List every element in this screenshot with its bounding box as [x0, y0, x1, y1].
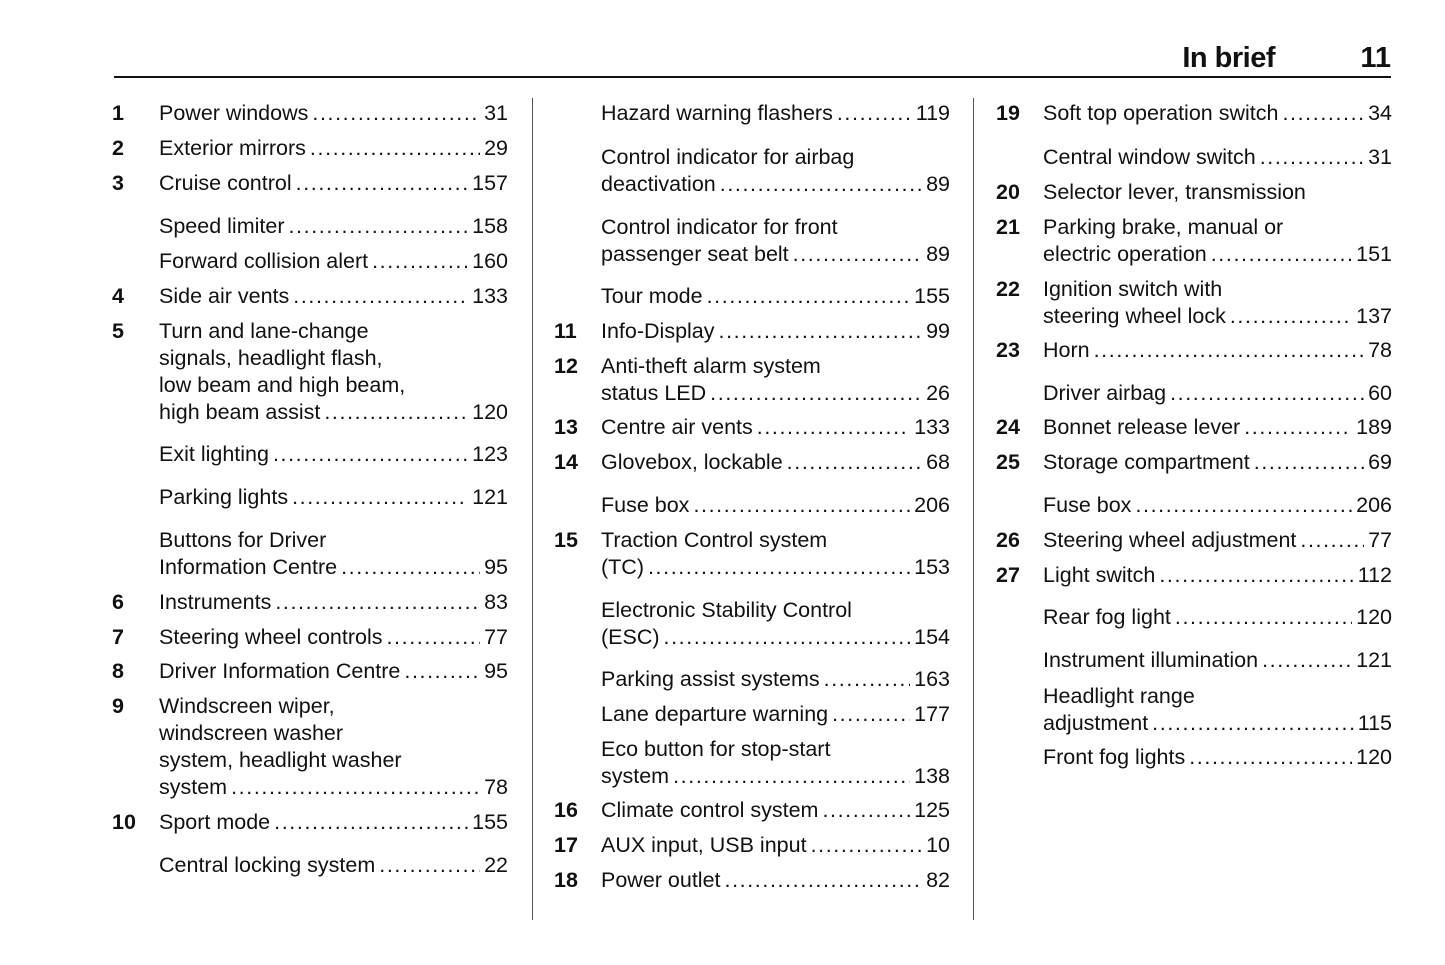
dot-leader: [1300, 527, 1364, 554]
entry-page-number: 119: [915, 101, 950, 125]
entry-label: steering wheel lock: [1043, 304, 1226, 328]
entry-leader-line: [1043, 414, 1392, 441]
column-divider: [532, 98, 533, 920]
entry-label: passenger seat belt: [601, 242, 789, 266]
entry-label: Driver Information Centre: [159, 659, 401, 683]
entry-leader-line: [601, 701, 950, 728]
dot-leader: [720, 171, 922, 198]
page-number: 11: [1360, 42, 1391, 74]
entry-label: Light switch: [1043, 563, 1156, 587]
entry-leader-line: [601, 624, 950, 651]
entry-leader-line: [601, 283, 950, 310]
entry-label: AUX input, USB input: [601, 833, 807, 857]
dot-leader: [811, 832, 923, 859]
dot-leader: [312, 100, 480, 127]
entry-page-number: 83: [484, 590, 508, 614]
dot-leader: [1260, 144, 1364, 171]
entry-label: status LED: [601, 381, 707, 405]
entry-label: (TC): [601, 555, 644, 579]
entry-page-number: 112: [1357, 563, 1392, 587]
entry-page-number: 95: [484, 659, 508, 683]
dot-leader: [693, 492, 910, 519]
entry-label: Tour mode: [601, 284, 703, 308]
entry-leader-line: [1043, 100, 1392, 127]
entry-leader-line: [159, 170, 508, 197]
entry-label: Power outlet: [601, 868, 721, 892]
entry-label: high beam assist: [159, 400, 321, 424]
entry-page-number: 133: [472, 284, 508, 308]
entry-page-number: 78: [484, 775, 508, 799]
entry-leader-line: [601, 449, 950, 476]
entry-leader-line: [159, 774, 508, 801]
entry-text-line: Turn and lane-change: [159, 319, 369, 343]
entry-leader-line: [1043, 144, 1392, 171]
entry-text-line: Headlight range: [1043, 684, 1195, 708]
entry-leader-line: [159, 554, 508, 581]
item-number: 4: [112, 284, 124, 308]
entry-page-number: 153: [914, 555, 950, 579]
entry-leader-line: [1043, 527, 1392, 554]
item-number: 6: [112, 590, 124, 614]
entry-text-line: Ignition switch with: [1043, 277, 1223, 301]
dot-leader: [710, 380, 922, 407]
dot-leader: [288, 213, 468, 240]
dot-leader: [273, 441, 468, 468]
page-header: [114, 40, 1391, 78]
entry-leader-line: [159, 484, 508, 511]
item-number: 23: [996, 338, 1020, 362]
dot-leader: [292, 484, 468, 511]
entry-label: (ESC): [601, 625, 660, 649]
column-divider: [973, 98, 974, 920]
dot-leader: [379, 852, 480, 879]
item-number: 3: [112, 171, 124, 195]
dot-leader: [793, 241, 922, 268]
entry-text-line: Control indicator for airbag: [601, 145, 855, 169]
entry-label: Forward collision alert: [159, 249, 369, 273]
entry-label: Central window switch: [1043, 145, 1256, 169]
entry-leader-line: [601, 763, 950, 790]
entry-leader-line: [159, 399, 508, 426]
item-number: 15: [554, 528, 578, 552]
entry-text-line: signals, headlight flash,: [159, 346, 383, 370]
dot-leader: [725, 867, 923, 894]
entry-leader-line: [601, 380, 950, 407]
item-number: 21: [996, 215, 1020, 239]
item-number: 25: [996, 450, 1020, 474]
dot-leader: [664, 624, 911, 651]
entry-page-number: 163: [914, 667, 950, 691]
entry-label: Central locking system: [159, 853, 376, 877]
entry-label: system: [601, 764, 670, 788]
entry-text-line: Buttons for Driver: [159, 528, 327, 552]
dot-leader: [1282, 100, 1364, 127]
dot-leader: [1175, 604, 1352, 631]
entry-label: Parking lights: [159, 485, 289, 509]
entry-page-number: 206: [1356, 493, 1392, 517]
entry-text-line: Control indicator for front: [601, 215, 838, 239]
entry-label: Power windows: [159, 101, 309, 125]
entry-text-line: Selector lever, transmission: [1043, 180, 1306, 204]
entry-label: Soft top operation switch: [1043, 101, 1279, 125]
entry-label: Horn: [1043, 338, 1090, 362]
dot-leader: [1211, 241, 1352, 268]
dot-leader: [275, 589, 480, 616]
entry-page-number: 10: [926, 833, 950, 857]
entry-text-line: Windscreen wiper,: [159, 694, 335, 718]
entry-text-line: Anti-theft alarm system: [601, 354, 821, 378]
entry-page-number: 29: [484, 136, 508, 160]
item-number: 14: [554, 450, 578, 474]
entry-page-number: 89: [926, 172, 950, 196]
entry-text-line: low beam and high beam,: [159, 373, 406, 397]
entry-label: Sport mode: [159, 810, 271, 834]
entry-leader-line: [1043, 380, 1392, 407]
entry-page-number: 95: [484, 555, 508, 579]
entry-label: Speed limiter: [159, 214, 285, 238]
dot-leader: [404, 658, 480, 685]
entry-page-number: 154: [914, 625, 950, 649]
item-number: 26: [996, 528, 1020, 552]
dot-leader: [824, 666, 910, 693]
entry-page-number: 155: [914, 284, 950, 308]
dot-leader: [274, 809, 468, 836]
entry-leader-line: [1043, 337, 1392, 364]
entry-label: Info-Display: [601, 319, 715, 343]
entry-leader-line: [159, 213, 508, 240]
dot-leader: [822, 797, 910, 824]
entry-page-number: 121: [472, 485, 508, 509]
dot-leader: [1094, 337, 1364, 364]
entry-leader-line: [1043, 449, 1392, 476]
item-number: 12: [554, 354, 578, 378]
entry-page-number: 206: [914, 493, 950, 517]
item-number: 1: [112, 101, 124, 125]
entry-text-line: Eco button for stop-start: [601, 737, 831, 761]
entry-label: electric operation: [1043, 242, 1207, 266]
entry-leader-line: [1043, 492, 1392, 519]
item-number: 22: [996, 277, 1020, 301]
entry-page-number: 77: [1368, 528, 1392, 552]
entry-leader-line: [601, 241, 950, 268]
entry-page-number: 121: [1356, 648, 1392, 672]
entry-page-number: 120: [472, 400, 508, 424]
dot-leader: [757, 414, 910, 441]
entry-leader-line: [601, 666, 950, 693]
item-number: 19: [996, 101, 1020, 125]
entry-leader-line: [601, 554, 950, 581]
dot-leader: [1254, 449, 1364, 476]
entry-label: Exit lighting: [159, 442, 269, 466]
dot-leader: [1244, 414, 1352, 441]
dot-leader: [673, 763, 910, 790]
entry-label: Rear fog light: [1043, 605, 1171, 629]
dot-leader: [231, 774, 480, 801]
entry-leader-line: [159, 441, 508, 468]
item-number: 5: [112, 319, 124, 343]
entry-leader-line: [159, 589, 508, 616]
item-number: 2: [112, 136, 124, 160]
entry-leader-line: [1043, 604, 1392, 631]
entry-label: Driver airbag: [1043, 381, 1167, 405]
entry-page-number: 34: [1368, 101, 1392, 125]
dot-leader: [1159, 562, 1353, 589]
entry-leader-line: [601, 171, 950, 198]
entry-leader-line: [601, 797, 950, 824]
entry-leader-line: [601, 414, 950, 441]
entry-label: Steering wheel adjustment: [1043, 528, 1297, 552]
dot-leader: [1135, 492, 1352, 519]
entry-page-number: 89: [926, 242, 950, 266]
entry-label: Instruments: [159, 590, 272, 614]
dot-leader: [787, 449, 922, 476]
entry-label: Storage compartment: [1043, 450, 1250, 474]
entry-page-number: 120: [1356, 745, 1392, 769]
item-number: 11: [554, 319, 577, 343]
entry-page-number: 123: [472, 442, 508, 466]
entry-leader-line: [159, 809, 508, 836]
entry-leader-line: [1043, 562, 1392, 589]
entry-page-number: 133: [914, 415, 950, 439]
entry-page-number: 26: [926, 381, 950, 405]
dot-leader: [1189, 744, 1352, 771]
entry-page-number: 157: [472, 171, 508, 195]
item-number: 8: [112, 659, 124, 683]
entry-page-number: 137: [1356, 304, 1392, 328]
item-number: 7: [112, 625, 124, 649]
entry-label: Information Centre: [159, 555, 338, 579]
entry-leader-line: [601, 492, 950, 519]
entry-label: Climate control system: [601, 798, 819, 822]
entry-label: Instrument illumination: [1043, 648, 1259, 672]
entry-label: adjustment: [1043, 711, 1149, 735]
entry-leader-line: [601, 832, 950, 859]
entry-page-number: 151: [1356, 242, 1392, 266]
dot-leader: [837, 100, 912, 127]
entry-page-number: 138: [914, 764, 950, 788]
entry-page-number: 115: [1357, 711, 1392, 735]
dot-leader: [1262, 647, 1352, 674]
entry-leader-line: [159, 100, 508, 127]
entry-leader-line: [1043, 241, 1392, 268]
entry-page-number: 22: [484, 853, 508, 877]
entry-label: Cruise control: [159, 171, 292, 195]
entry-text-line: windscreen washer: [159, 721, 344, 745]
entry-label: Parking assist systems: [601, 667, 820, 691]
item-number: 16: [554, 798, 578, 822]
item-number: 27: [996, 563, 1020, 587]
entry-page-number: 69: [1368, 450, 1392, 474]
entry-label: Side air vents: [159, 284, 290, 308]
entry-page-number: 99: [926, 319, 950, 343]
dot-leader: [372, 248, 468, 275]
entry-label: system: [159, 775, 228, 799]
entry-page-number: 155: [472, 810, 508, 834]
dot-leader: [1170, 380, 1364, 407]
entry-page-number: 177: [914, 702, 950, 726]
section-title: In brief: [1182, 42, 1275, 74]
entry-label: Steering wheel controls: [159, 625, 383, 649]
entry-page-number: 68: [926, 450, 950, 474]
entry-label: Glovebox, lockable: [601, 450, 783, 474]
entry-page-number: 78: [1368, 338, 1392, 362]
entry-label: deactivation: [601, 172, 716, 196]
dot-leader: [1152, 710, 1354, 737]
entry-page-number: 125: [914, 798, 950, 822]
entry-label: Bonnet release lever: [1043, 415, 1241, 439]
entry-label: Hazard warning flashers: [601, 101, 833, 125]
item-number: 13: [554, 415, 578, 439]
dot-leader: [719, 318, 923, 345]
entry-page-number: 120: [1356, 605, 1392, 629]
dot-leader: [832, 701, 910, 728]
entry-leader-line: [159, 248, 508, 275]
item-number: 17: [554, 833, 578, 857]
entry-label: Lane departure warning: [601, 702, 829, 726]
dot-leader: [293, 283, 468, 310]
entry-page-number: 60: [1368, 381, 1392, 405]
entry-label: Fuse box: [1043, 493, 1132, 517]
entry-label: Fuse box: [601, 493, 690, 517]
entry-leader-line: [1043, 303, 1392, 330]
dot-leader: [310, 135, 480, 162]
entry-text-line: Parking brake, manual or: [1043, 215, 1284, 239]
entry-leader-line: [601, 318, 950, 345]
item-number: 20: [996, 180, 1020, 204]
entry-label: Front fog lights: [1043, 745, 1186, 769]
entry-page-number: 189: [1356, 415, 1392, 439]
entry-label: Centre air vents: [601, 415, 753, 439]
dot-leader: [648, 554, 910, 581]
entry-leader-line: [159, 658, 508, 685]
entry-page-number: 82: [926, 868, 950, 892]
entry-leader-line: [601, 100, 950, 127]
entry-leader-line: [1043, 744, 1392, 771]
item-number: 18: [554, 868, 578, 892]
entry-leader-line: [1043, 710, 1392, 737]
entry-leader-line: [601, 867, 950, 894]
entry-page-number: 158: [472, 214, 508, 238]
entry-leader-line: [1043, 647, 1392, 674]
entry-page-number: 31: [1368, 145, 1392, 169]
entry-text-line: Electronic Stability Control: [601, 598, 852, 622]
entry-page-number: 31: [484, 101, 508, 125]
entry-page-number: 160: [472, 249, 508, 273]
dot-leader: [386, 624, 480, 651]
entry-label: Exterior mirrors: [159, 136, 306, 160]
entry-text-line: system, headlight washer: [159, 748, 402, 772]
dot-leader: [707, 283, 911, 310]
entry-leader-line: [159, 135, 508, 162]
entry-leader-line: [159, 624, 508, 651]
item-number: 24: [996, 415, 1020, 439]
item-number: 9: [112, 694, 124, 718]
dot-leader: [324, 399, 468, 426]
item-number: 10: [112, 810, 136, 834]
dot-leader: [296, 170, 468, 197]
entry-leader-line: [159, 852, 508, 879]
entry-leader-line: [159, 283, 508, 310]
entry-page-number: 77: [484, 625, 508, 649]
entry-text-line: Traction Control system: [601, 528, 828, 552]
dot-leader: [341, 554, 480, 581]
dot-leader: [1230, 303, 1352, 330]
